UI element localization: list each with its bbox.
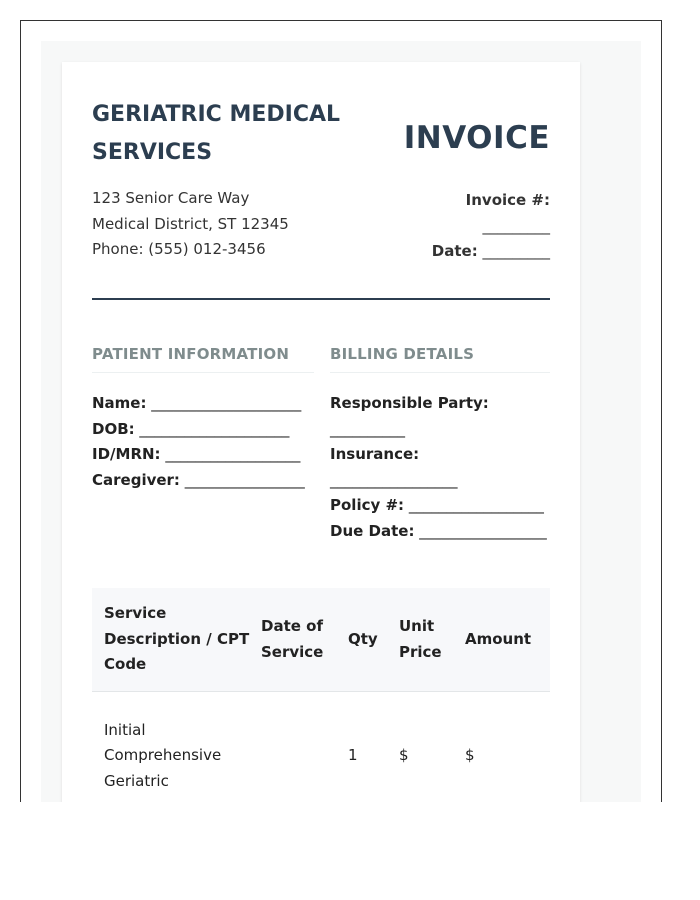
company-phone: Phone: (555) 012-3456 [92,240,266,258]
header-unit-price: Unit Price [399,617,442,661]
invoice-meta [390,188,550,265]
invoice-number-field[interactable]: _________ [482,216,550,235]
company-address [92,186,289,263]
invoice-title: INVOICE [403,120,550,156]
invoice-number-label: Invoice #: [465,191,550,209]
header-divider [92,298,550,300]
insurance-field[interactable]: _________________ [330,470,458,489]
billing-details-fields [330,391,555,544]
patient-name-label: Name: [92,394,147,412]
row-amount: $ [465,746,475,765]
invoice-sheet [62,62,580,802]
company-name-line1: GERIATRIC MEDICAL [92,102,341,127]
company-name-line2: SERVICES [92,140,213,165]
patient-name-field[interactable]: ____________________ [151,394,302,412]
row-qty: 1 [348,746,358,765]
patient-id-field[interactable]: __________________ [165,445,301,463]
services-table [92,588,550,802]
patient-id-label: ID/MRN: [92,445,161,463]
patient-caregiver-field[interactable]: ________________ [184,470,305,489]
due-date-field[interactable]: _________________ [419,521,547,540]
patient-caregiver-label: Caregiver: [92,470,180,489]
policy-number-field[interactable]: __________________ [408,496,544,514]
header-amount: Amount [465,629,532,648]
patient-info-heading: PATIENT INFORMATION [92,345,314,373]
responsible-party-label: Responsible Party: [330,394,489,412]
insurance-label: Insurance: [330,445,420,463]
invoice-date-label: Date: [431,242,478,260]
policy-number-label: Policy #: [330,496,405,514]
header-qty: Qty [348,629,378,648]
row-unit-price: $ [399,746,409,765]
address-line1: 123 Senior Care Way [92,189,250,207]
document-frame [20,20,662,802]
patient-info-fields [92,391,322,493]
table-row [92,692,550,802]
due-date-label: Due Date: [330,521,415,540]
responsible-party-field[interactable]: __________ [330,419,405,438]
invoice-date-field[interactable]: _________ [482,242,550,260]
patient-dob-label: DOB: [92,419,135,438]
table-header-row [92,588,550,692]
company-name [92,96,352,172]
billing-details-heading: BILLING DETAILS [330,345,550,373]
patient-dob-field[interactable]: ____________________ [139,419,290,438]
header-date-of-service: Date of Service [261,617,324,661]
row-service-description: Initial Comprehensive Geriatric [104,720,222,790]
header-service-description: Service Description / CPT Code [104,604,250,674]
address-line2: Medical District, ST 12345 [92,214,289,233]
